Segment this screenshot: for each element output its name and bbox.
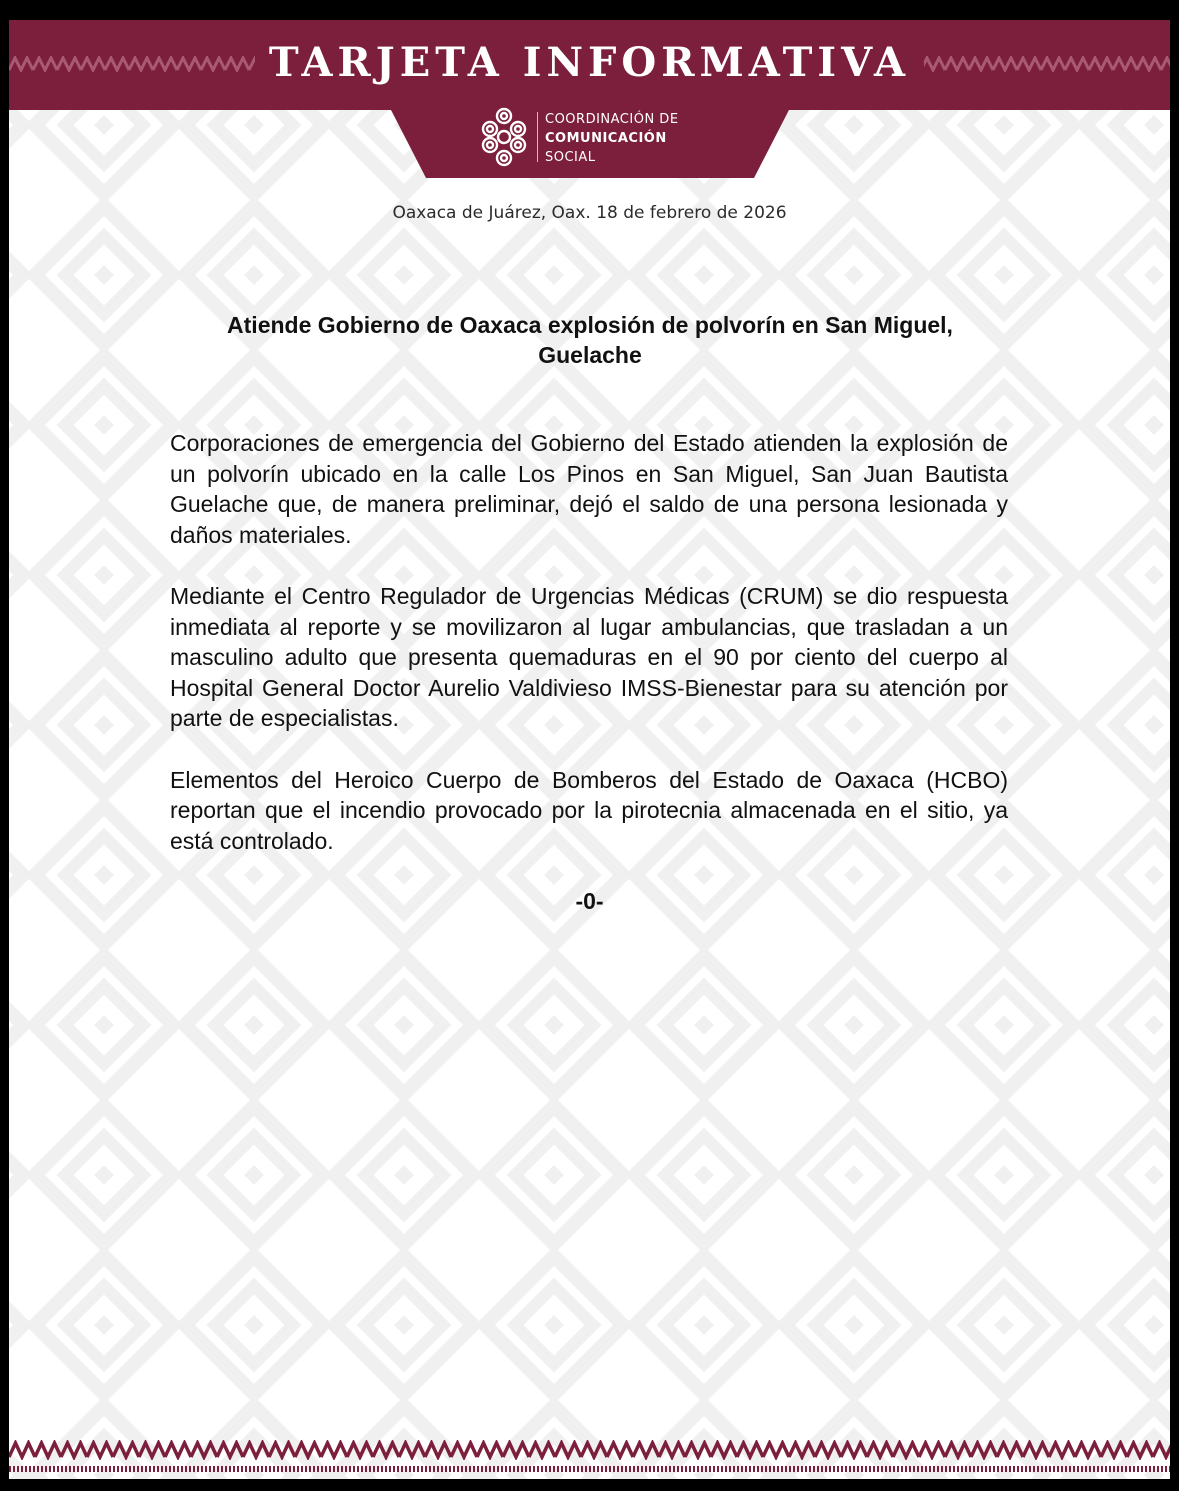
logo-line-3: SOCIAL xyxy=(545,150,596,165)
logo-line-1: COORDINACIÓN DE xyxy=(545,112,679,127)
logo-divider xyxy=(537,112,538,162)
paragraph-1: Corporaciones de emergencia del Gobierno del Estado atienden la explosión de un polvorín ubicado en la calle Los Pinos en San Miguel, San Juan Bautista Guelache que, de manera preliminar, dejó el saldo de una persona lesionada y daños materiales. xyxy=(170,430,1008,548)
dateline: Oaxaca de Juárez, Oax. 18 de febrero de 2026 xyxy=(392,203,787,223)
paragraph-2: Mediante el Centro Regulador de Urgencias Médicas (CRUM) se dio respuesta inmediata al reporte y se movilizaron al lugar ambulancias, que trasladan a un masculino adulto que presenta quemaduras en el 90 por ciento del cuerpo al Hospital General Doctor Aurelio Valdivieso IMSS-Bienestar para su atención por parte de especialistas. xyxy=(170,583,1008,731)
headline xyxy=(170,310,1010,370)
coordination-logo xyxy=(475,104,715,170)
logo-text xyxy=(545,110,679,167)
logo-line-2: COMUNICACIÓN xyxy=(545,131,667,146)
page-title xyxy=(9,38,1170,88)
oaxaca-emblem-icon xyxy=(475,104,533,170)
headline-line-1: Atiende Gobierno de Oaxaca explosión de polvorín en San Miguel, xyxy=(227,312,953,338)
body-text xyxy=(170,428,1008,887)
paragraph-3: Elementos del Heroico Cuerpo de Bomberos del Estado de Oaxaca (HCBO) reportan que el incendio provocado por la pirotecnia almacenada en el sitio, ya está controlado. xyxy=(170,766,1008,854)
page-title-text: TARJETA INFORMATIVA xyxy=(255,39,924,86)
headline-line-2: Guelache xyxy=(538,342,642,368)
document-page xyxy=(9,20,1170,1479)
closing-mark: -0- xyxy=(575,888,604,914)
footer-zigzag-band xyxy=(9,1436,1170,1479)
